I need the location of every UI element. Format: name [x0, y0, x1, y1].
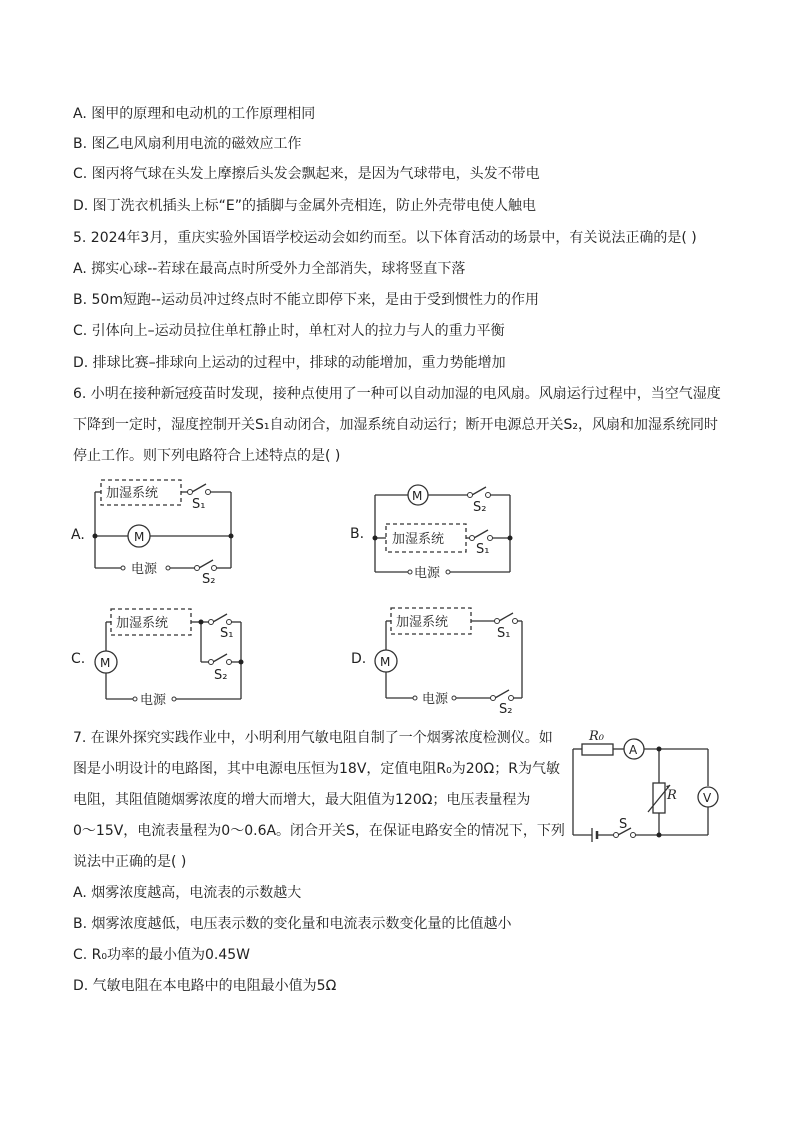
- q6-stem-line1: 6. 小明在接种新冠疫苗时发现，接种点使用了一种可以自动加湿的电风扇。风扇运行过程中，当空气湿度: [73, 386, 721, 402]
- q7-option-b: B. 烟雾浓度越低，电压表示数的变化量和电流表示数变化量的比值越小: [73, 916, 512, 932]
- power-label: 电源: [131, 562, 158, 577]
- motor-label: M: [380, 655, 391, 669]
- power-label: 电源: [414, 566, 441, 581]
- ammeter-label: A: [629, 743, 638, 757]
- q5-option-d: D. 排球比赛–排球向上运动的过程中，排球的动能增加，重力势能增加: [73, 355, 506, 371]
- q7-option-d: D. 气敏电阻在本电路中的电阻最小值为5Ω: [73, 978, 337, 994]
- q6-stem-line3: 停止工作。则下列电路符合上述特点的是( ): [73, 448, 341, 464]
- motor-label: M: [134, 530, 145, 544]
- q7-stem-line5: 说法中正确的是( ): [73, 854, 187, 870]
- switch-label: S: [619, 817, 628, 832]
- s1-label: S₁: [192, 497, 206, 512]
- r0-label: R₀: [589, 729, 604, 744]
- humidifier-label: 加湿系统: [396, 615, 449, 630]
- humidifier-label: 加湿系统: [116, 616, 169, 631]
- s1-label: S₁: [497, 626, 511, 641]
- s1-label: S₁: [220, 626, 234, 641]
- humidifier-label: 加湿系统: [106, 486, 159, 501]
- option-label-c: C.: [71, 651, 86, 667]
- q5-option-c: C. 引体向上–运动员拉住单杠静止时，单杠对人的拉力与人的重力平衡: [73, 323, 505, 339]
- voltmeter-label: V: [703, 791, 712, 805]
- q4-option-d: D. 图丁洗衣机插头上标“E”的插脚与金属外壳相连，防止外壳带电使人触电: [73, 198, 537, 214]
- motor-label: M: [100, 656, 111, 670]
- option-label-a: A.: [71, 527, 85, 543]
- q7-stem-line2: 图是小明设计的电路图，其中电源电压恒为18V，定值电阻R₀为20Ω；R为气敏: [73, 761, 560, 777]
- q7-option-c: C. R₀功率的最小值为0.45W: [73, 947, 251, 963]
- q6-stem-line2: 下降到一定时，湿度控制开关S₁自动闭合，加湿系统自动运行；断开电源总开关S₂，风扇和加湿系统同时: [73, 417, 718, 433]
- motor-label: M: [412, 489, 423, 503]
- q5-option-a: A. 掷实心球--若球在最高点时所受外力全部消失，球将竖直下落: [73, 261, 466, 277]
- q4-option-b: B. 图乙电风扇利用电流的磁效应工作: [73, 136, 302, 152]
- power-label: 电源: [422, 692, 449, 707]
- power-label: 电源: [140, 693, 167, 708]
- q5-stem: 5. 2024年3月，重庆实验外国语学校运动会如约而至。以下体育活动的场景中，有关说法正确的是( ): [73, 230, 697, 246]
- q7-stem-line1: 7. 在课外探究实践作业中，小明利用气敏电阻自制了一个烟雾浓度检测仪。如: [73, 730, 553, 746]
- s2-label: S₂: [214, 668, 228, 683]
- s1-label: S₁: [476, 542, 490, 557]
- s2-label: S₂: [499, 702, 513, 717]
- s2-label: S₂: [202, 572, 216, 587]
- q5-option-b: B. 50m短跑--运动员冲过终点时不能立即停下来，是由于受到惯性力的作用: [73, 292, 540, 308]
- q7-stem-line4: 0～15V，电流表量程为0～0.6A。闭合开关S，在保证电路安全的情况下，下列: [73, 823, 565, 839]
- option-label-d: D.: [351, 651, 367, 667]
- q7-stem-line3: 电阻，其阻值随烟雾浓度的增大而增大，最大阻值为120Ω；电压表量程为: [73, 792, 531, 808]
- q7-option-a: A. 烟雾浓度越高，电流表的示数越大: [73, 885, 302, 901]
- q4-option-a: A. 图甲的原理和电动机的工作原理相同: [73, 106, 316, 122]
- s2-label: S₂: [473, 500, 487, 515]
- q4-option-c: C. 图丙将气球在头发上摩擦后头发会飘起来，是因为气球带电，头发不带电: [73, 166, 540, 182]
- humidifier-label: 加湿系统: [392, 532, 445, 547]
- option-label-b: B.: [350, 526, 365, 542]
- r-label: R: [667, 788, 677, 803]
